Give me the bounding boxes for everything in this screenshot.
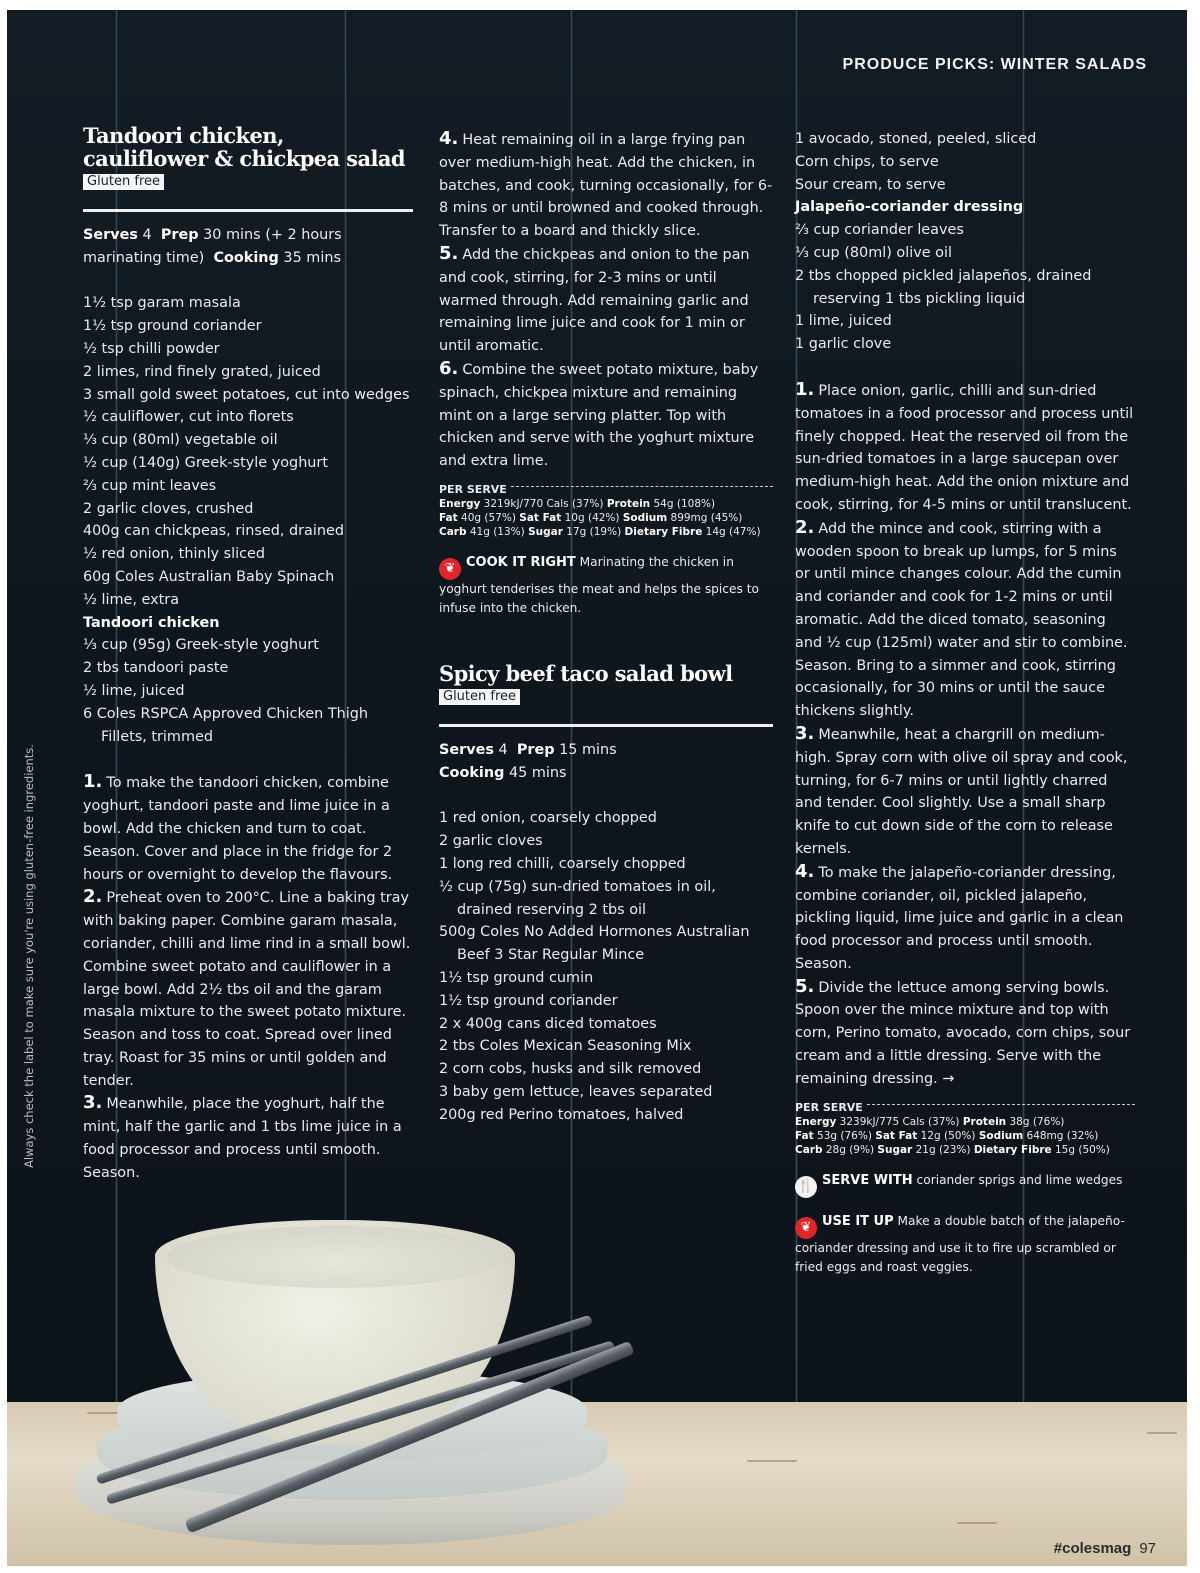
nutrient-value: 53g (76%) xyxy=(817,1129,872,1142)
tip-label: SERVE WITH xyxy=(822,1172,913,1188)
step-text: Divide the lettuce among serving bowls. Spoon over the mince mixture and top with corn, Perino tomato, avocado, corn chips, sour cream and a little dressing. Serve with the remaining dressing. → xyxy=(795,979,1131,1087)
ingredient: 200g red Perino tomatoes, halved xyxy=(439,1106,684,1123)
nutrient-value: 10g (42%) xyxy=(564,511,620,524)
tip-text: Make a double batch of the jalapeño-coriander dressing and use it to fire up scrambled or fried eggs and roast veggies. xyxy=(795,1213,1125,1274)
ingredient: ½ lime, extra xyxy=(83,591,180,608)
step-text: Preheat oven to 200°C. Line a baking tray with baking paper. Combine garam masala, coriander, chilli and lime rind in a small bowl. Combine sweet potato and cauliflower in a large bowl. Add 2½ tbs oil and the garam masala mixture to the sweet potato mixture. Season and toss to coat. Spread over lined tray. Roast for 35 mins or until golden and tender. xyxy=(83,890,411,1089)
nutrition-heading: PER SERVE xyxy=(795,1100,863,1114)
nutrient-label: Carb xyxy=(439,525,467,538)
method-step xyxy=(439,243,773,358)
ingredient: 1 lime, juiced xyxy=(795,313,892,330)
step-text: Add the chickpeas and onion to the pan and cook, stirring, for 2-3 mins or until warmed through. Add remaining garlic and remaining lime juice and cook for 1 min or until aromatic. xyxy=(439,246,750,355)
prep-value: 30 mins (+ 2 hours marinating time) xyxy=(83,226,342,266)
nutrient-value: 648mg (32%) xyxy=(1026,1129,1099,1142)
serves-label: Serves xyxy=(439,741,494,758)
divider xyxy=(83,209,413,212)
bowl-rim xyxy=(167,1226,503,1288)
ingredient: ½ lime, juiced xyxy=(83,682,185,699)
gluten-free-badge: Gluten free xyxy=(83,174,164,190)
method-step xyxy=(83,1092,413,1184)
nutrient-label: Sodium xyxy=(978,1129,1024,1142)
prep-label: Prep xyxy=(160,226,199,243)
ingredient: ½ cup (140g) Greek-style yoghurt xyxy=(83,454,328,471)
ingredient: 6 Coles RSPCA Approved Chicken Thigh Fillets, trimmed xyxy=(83,705,368,745)
ingredient: 2 tbs chopped pickled jalapeños, drained reserving 1 tbs pickling liquid xyxy=(795,267,1092,307)
title-line: Tandoori chicken, xyxy=(83,123,284,148)
method-step xyxy=(795,379,1135,517)
tip-label: COOK IT RIGHT xyxy=(466,554,576,570)
step-number: 2. xyxy=(83,886,103,908)
bowl-and-forks-photo xyxy=(67,1220,647,1560)
ingredient: 1 avocado, stoned, peeled, sliced xyxy=(795,131,1037,147)
sub-heading: Jalapeño-coriander dressing xyxy=(795,199,1024,216)
nutrient-label: Energy xyxy=(795,1115,837,1128)
sub-heading: Tandoori chicken xyxy=(83,614,220,631)
step-number: 5. xyxy=(795,975,815,997)
recipe2-nutrition xyxy=(795,1101,1135,1157)
cooking-value: 35 mins xyxy=(283,249,341,266)
method-step xyxy=(795,517,1135,723)
tip-label: USE IT UP xyxy=(822,1213,894,1229)
nutrient-value: 40g (57%) xyxy=(461,511,516,524)
nutrient-value: 38g (76%) xyxy=(1009,1115,1065,1128)
step-text: Meanwhile, heat a chargrill on medium-high. Spray corn with olive oil spray and cook, turning, for 6-7 mins or until lightly charred and tender. Cool slightly. Use a small sharp knife to cut down side of the corn to release kernels. xyxy=(795,726,1128,857)
nutrient-label: Protein xyxy=(606,497,651,510)
middle-column xyxy=(439,128,773,1127)
nutrient-label: Fat xyxy=(795,1129,814,1142)
nutrient-value: 54g (108%) xyxy=(653,497,716,510)
step-text: Add the mince and cook, stirring with a wooden spoon to break up lumps, for 5 mins or until mince changes colour. Add the cumin and coriander and cook for 1-2 mins or until aromatic. Add the diced tomato, seasoning and ½ cup (125ml) water and stir to combine. Season. Bring to a simmer and cook, stirring occasionally, for 30 mins or until the sauce thickens slightly. xyxy=(795,520,1128,720)
step-number: 5. xyxy=(439,242,459,264)
recipe2-meta xyxy=(439,739,773,785)
nutrient-value: 15g (50%) xyxy=(1054,1143,1110,1156)
nutrient-label: Sugar xyxy=(877,1143,913,1156)
nutrient-value: 899mg (45%) xyxy=(670,511,743,524)
nutrient-label: Dietary Fibre xyxy=(973,1143,1052,1156)
recipe2-title: Spicy beef taco salad bowl xyxy=(439,660,733,686)
step-text: Place onion, garlic, chilli and sun-dried tomatoes in a food processor and process until finely chopped. Heat the reserved oil from the sun-dried tomatoes in a large saucepan over medium-high heat. Add the onion mixture and cook, stirring, for 4-5 mins or until translucent. xyxy=(795,382,1134,513)
step-text: Combine the sweet potato mixture, baby spinach, chickpea mixture and remaining mint on a large serving platter. Top with chicken and serve with the yoghurt mixture and extra lime. xyxy=(439,361,759,470)
ingredient: 60g Coles Australian Baby Spinach xyxy=(83,568,335,585)
step-number: 4. xyxy=(439,128,459,149)
nutrient-label: Protein xyxy=(962,1115,1007,1128)
ingredient: 2 tbs tandoori paste xyxy=(83,660,229,677)
ingredient: 2 corn cobs, husks and silk removed xyxy=(439,1061,702,1078)
step-number: 6. xyxy=(439,357,459,379)
gluten-free-disclaimer: Always check the label to make sure you're using gluten-free ingredients. xyxy=(22,744,36,1168)
step-text: Meanwhile, place the yoghurt, half the mint, half the garlic and 1 tbs lime juice in a food processor and process until smooth. Season. xyxy=(83,1096,402,1181)
recipe1-meta xyxy=(83,224,413,270)
cooking-label: Cooking xyxy=(439,764,505,781)
section-kicker: PRODUCE PICKS: WINTER SALADS xyxy=(842,56,1147,73)
ingredient: 500g Coles No Added Hormones Australian Beef 3 Star Regular Mince xyxy=(439,924,750,964)
step-number: 2. xyxy=(795,516,815,538)
nutrient-value: 17g (19%) xyxy=(566,525,622,538)
recipe2-ingredients xyxy=(439,807,773,1126)
divider xyxy=(439,724,773,727)
nutrition-heading: PER SERVE xyxy=(439,482,507,496)
ingredient: 1½ tsp garam masala xyxy=(83,295,241,312)
ingredient: Corn chips, to serve xyxy=(795,153,939,170)
right-column xyxy=(795,128,1135,1277)
step-number: 3. xyxy=(83,1092,103,1114)
ingredient: ⅓ cup (80ml) olive oil xyxy=(795,244,952,261)
nutrient-value: 21g (23%) xyxy=(915,1143,971,1156)
cutlery-icon: 🍴 xyxy=(795,1176,817,1198)
method-step xyxy=(795,861,1135,976)
nutrient-label: Sat Fat xyxy=(519,511,562,524)
method-step xyxy=(795,723,1135,861)
method-step xyxy=(439,128,773,243)
recipe2-ingredients-cont xyxy=(795,128,1135,356)
tip-text: Marinating the chicken in yoghurt tenderises the meat and helps the spices to infuse into the chicken. xyxy=(439,554,759,615)
ingredient: 2 garlic cloves xyxy=(439,833,543,850)
serve-with-tip xyxy=(795,1171,1135,1198)
ingredient: 3 baby gem lettuce, leaves separated xyxy=(439,1083,713,1100)
prep-value: 15 mins xyxy=(559,741,617,758)
method-step xyxy=(83,886,413,1092)
ingredient: ½ cauliflower, cut into florets xyxy=(83,409,294,426)
ingredient: 400g can chickpeas, rinsed, drained xyxy=(83,523,344,540)
ingredient: 1½ tsp ground coriander xyxy=(83,318,262,335)
leaf-icon: ❦ xyxy=(795,1217,817,1239)
nutrient-label: Carb xyxy=(795,1143,823,1156)
recipe1-title xyxy=(83,124,413,170)
leaf-icon: ❦ xyxy=(439,558,461,580)
ingredient: 2 limes, rind finely grated, juiced xyxy=(83,363,321,380)
nutrient-label: Fat xyxy=(439,511,458,524)
step-number: 4. xyxy=(795,860,815,882)
nutrient-label: Sodium xyxy=(622,511,668,524)
step-text: To make the tandoori chicken, combine yoghurt, tandoori paste and lime juice in a bowl. Add the chicken and turn to coat. Season. Cover and place in the fridge for 2 hours or overnight to develop the flavours. xyxy=(83,775,393,883)
cooking-value: 45 mins xyxy=(508,764,567,781)
hashtag: #colesmag xyxy=(1053,1540,1132,1557)
method-step xyxy=(83,771,413,886)
step-number: 3. xyxy=(795,722,815,744)
step-text: To make the jalapeño-coriander dressing, combine coriander, oil, pickled jalapeño, pickling liquid, lime juice and garlic in a clean food processor and process until smooth. Season. xyxy=(795,864,1124,972)
ingredient: 2 x 400g cans diced tomatoes xyxy=(439,1015,657,1032)
method-step xyxy=(795,976,1135,1091)
recipe1-ingredients xyxy=(83,292,413,748)
step-text: Heat remaining oil in a large frying pan over medium-high heat. Add the chicken, in batches, and cook, turning occasionally, for 6-8 mins or until browned and cooked through. Transfer to a board and thickly slice. xyxy=(439,132,773,240)
serves-label: Serves xyxy=(83,226,138,243)
ingredient: ½ red onion, thinly sliced xyxy=(83,546,266,563)
nutrient-value: 3219kJ/770 Cals (37%) xyxy=(483,497,604,510)
nutrient-label: Sat Fat xyxy=(875,1129,918,1142)
nutrient-label: Dietary Fibre xyxy=(624,525,703,538)
nutrient-value: 28g (9%) xyxy=(825,1143,875,1156)
step-number: 1. xyxy=(83,771,103,793)
cooking-label: Cooking xyxy=(213,249,279,266)
cook-it-right-tip xyxy=(439,553,773,618)
serves-value: 4 xyxy=(498,741,508,758)
gluten-free-badge: Gluten free xyxy=(439,689,520,705)
title-line: cauliflower & chickpea salad xyxy=(83,146,405,171)
ingredient: 2 garlic cloves, crushed xyxy=(83,500,254,517)
ingredient: ½ cup (75g) sun-dried tomatoes in oil, drained reserving 2 tbs oil xyxy=(439,878,716,918)
ingredient: 1 garlic clove xyxy=(795,336,892,353)
ingredient: Sour cream, to serve xyxy=(795,176,946,193)
ingredient: 1 long red chilli, coarsely chopped xyxy=(439,855,686,872)
ingredient: 1½ tsp ground cumin xyxy=(439,969,594,986)
nutrient-value: 14g (47%) xyxy=(705,525,761,538)
prep-label: Prep xyxy=(516,741,555,758)
magazine-page xyxy=(7,10,1187,1566)
ingredient: ⅔ cup mint leaves xyxy=(83,477,217,494)
ingredient: 2 tbs Coles Mexican Seasoning Mix xyxy=(439,1038,692,1055)
recipe1-nutrition xyxy=(439,483,773,539)
ingredient: 3 small gold sweet potatoes, cut into wedges xyxy=(83,386,410,403)
nutrient-value: 41g (13%) xyxy=(469,525,525,538)
ingredient: ⅔ cup coriander leaves xyxy=(795,222,964,239)
ingredient: ½ tsp chilli powder xyxy=(83,340,220,357)
step-number: 1. xyxy=(795,378,815,400)
tip-text: coriander sprigs and lime wedges xyxy=(916,1172,1123,1187)
method-step xyxy=(439,358,773,473)
page-footer xyxy=(1054,1540,1156,1557)
ingredient: ⅓ cup (80ml) vegetable oil xyxy=(83,432,278,449)
serves-value: 4 xyxy=(142,226,152,243)
ingredient: 1½ tsp ground coriander xyxy=(439,992,618,1009)
nutrient-value: 3239kJ/775 Cals (37%) xyxy=(839,1115,960,1128)
recipe1-column xyxy=(83,124,413,1185)
nutrient-label: Energy xyxy=(439,497,481,510)
ingredient: ⅓ cup (95g) Greek-style yoghurt xyxy=(83,637,319,654)
nutrient-value: 12g (50%) xyxy=(920,1129,976,1142)
ingredient: 1 red onion, coarsely chopped xyxy=(439,810,657,827)
page-number: 97 xyxy=(1139,1540,1156,1557)
use-it-up-tip xyxy=(795,1212,1135,1277)
nutrient-label: Sugar xyxy=(528,525,563,538)
